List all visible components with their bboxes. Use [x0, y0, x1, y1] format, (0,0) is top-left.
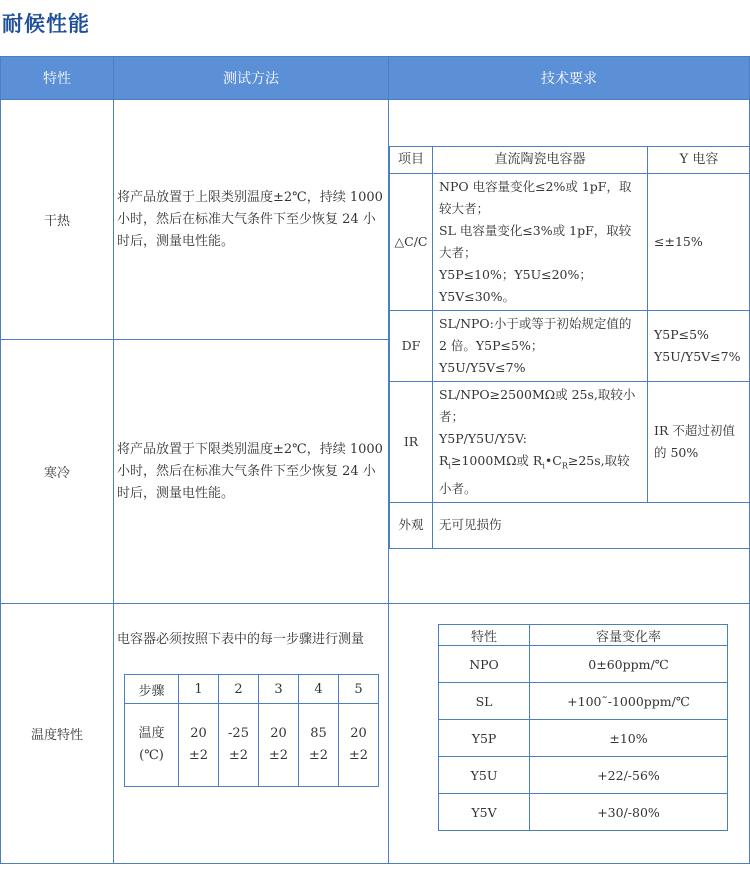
req-dc-ir-line: Y5P/Y5U/Y5V: — [439, 431, 527, 446]
steps-table — [124, 674, 379, 787]
step-temp: -25 ±2 — [219, 704, 259, 787]
req-header-item: 项目 — [390, 147, 433, 174]
steps-header-row — [125, 675, 379, 704]
req-dc-cc — [433, 174, 648, 311]
req-y-cc: ≤±15% — [648, 174, 750, 311]
step-number: 3 — [259, 675, 299, 704]
weather-performance-table — [0, 56, 750, 864]
req-header-dc: 直流陶瓷电容器 — [433, 147, 648, 174]
req-temp — [389, 604, 750, 864]
step-number: 4 — [299, 675, 339, 704]
req-dc-df — [433, 311, 648, 382]
req-dc-ir-line: $R_i\ge 1000M\Omega$或 $R_i•C_R\ge 25s$,取较小者。 — [439, 453, 630, 496]
req-dc-cc-line: Y5P≤10%；Y5U≤20%；Y5V≤30%。 — [439, 267, 592, 304]
req-dc-cc-line: SL 电容量变化≤3%或 1pF，取较大者； — [439, 223, 632, 260]
table-header-row — [1, 57, 750, 100]
req-dc-appearance: 无可见损伤 — [433, 502, 750, 548]
step-number: 5 — [339, 675, 379, 704]
step-temp: 20 ±2 — [179, 704, 219, 787]
method-temp-text: 电容器必须按照下表中的每一步骤进行测量 — [117, 632, 365, 647]
label-cold: 寒冷 — [1, 340, 114, 604]
rate-row: NPO 0±60ppm/℃ — [439, 646, 728, 683]
req-item-ir: IR — [390, 382, 433, 503]
method-temp — [114, 604, 389, 864]
req-y-ir: IR 不超过初值的 50% — [648, 382, 750, 503]
req-row-cc — [390, 174, 750, 311]
req-dc-df-line: Y5U/Y5V≤7% — [439, 360, 526, 375]
req-dc-ir — [433, 382, 648, 503]
req-row-appearance — [390, 502, 750, 548]
step-number: 1 — [179, 675, 219, 704]
rate-row: Y5V +30/-80% — [439, 794, 728, 831]
req-item-df: DF — [390, 311, 433, 382]
header-test-method: 测试方法 — [114, 57, 389, 100]
rate-header-row — [439, 625, 728, 646]
req-cell — [389, 100, 750, 604]
rate-header-rate: 容量变化率 — [530, 625, 728, 646]
req-y-df-line: Y5P≤5% — [654, 327, 709, 342]
rate-row: Y5U +22/-56% — [439, 757, 728, 794]
requirements-table — [389, 146, 750, 549]
req-dc-df-line: SL/NPO:小于或等于初始规定值的 2 倍。Y5P≤5%； — [439, 316, 632, 353]
header-tech-req: 技术要求 — [389, 57, 750, 100]
temp-label: 温度 (℃) — [125, 704, 179, 787]
header-characteristic: 特性 — [1, 57, 114, 100]
req-item-cc: △C/C — [390, 174, 433, 311]
step-number: 2 — [219, 675, 259, 704]
label-temp: 温度特性 — [1, 604, 114, 864]
page-title: 耐候性能 — [2, 12, 90, 36]
method-cold: 将产品放置于下限类别温度±2℃，持续 1000 小时，然后在标准大气条件下至少恢复 24 小时后，测量电性能。 — [114, 340, 389, 604]
method-dry-heat: 将产品放置于上限类别温度±2℃，持续 1000 小时，然后在标准大气条件下至少恢复 24 小时后，测量电性能。 — [114, 100, 389, 340]
req-y-df — [648, 311, 750, 382]
rate-header-char: 特性 — [439, 625, 530, 646]
label-dry-heat: 干热 — [1, 100, 114, 340]
row-temp — [1, 604, 750, 864]
req-dc-cc-line: NPO 电容量变化≤2%或 1pF，取较大者； — [439, 179, 632, 216]
req-y-df-line: Y5U/Y5V≤7% — [654, 349, 741, 364]
step-temp: 20 ±2 — [339, 704, 379, 787]
req-header-y: Y 电容 — [648, 147, 750, 174]
rate-table — [438, 624, 728, 831]
step-temp: 20 ±2 — [259, 704, 299, 787]
steps-temp-row — [125, 704, 379, 787]
row-dry-heat — [1, 100, 750, 340]
step-temp: 85 ±2 — [299, 704, 339, 787]
steps-label: 步骤 — [125, 675, 179, 704]
req-row-df — [390, 311, 750, 382]
req-dc-ir-line: SL/NPO≥2500MΩ或 25s,取较小者； — [439, 387, 636, 424]
req-item-appearance: 外观 — [390, 502, 433, 548]
rate-row: SL +100˜-1000ppm/℃ — [439, 683, 728, 720]
rate-row: Y5P ±10% — [439, 720, 728, 757]
req-header-row — [390, 147, 750, 174]
req-row-ir — [390, 382, 750, 503]
